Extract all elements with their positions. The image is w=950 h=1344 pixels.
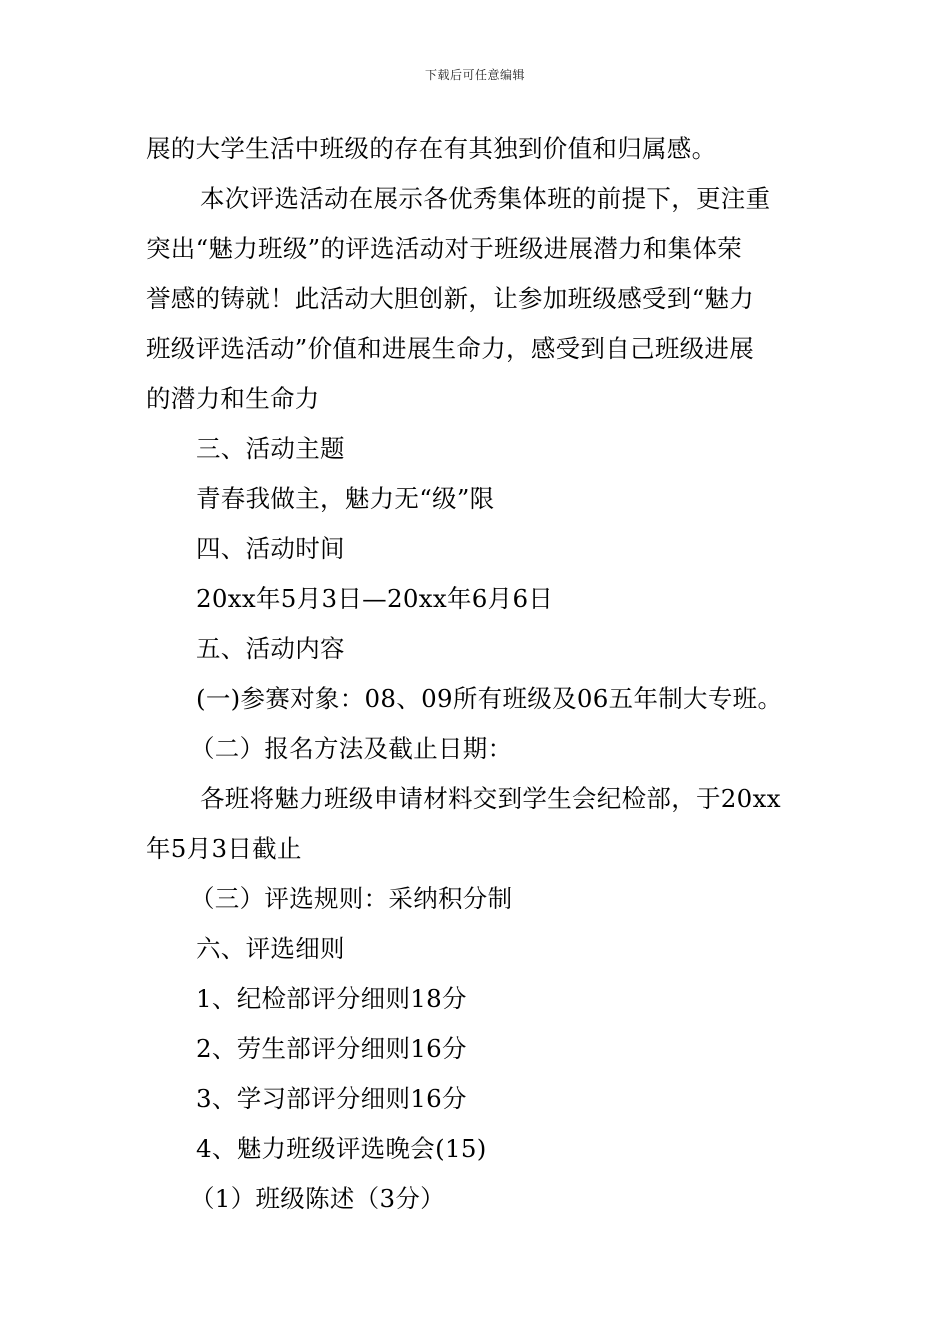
paragraph-line: 各班将魅力班级申请材料交到学生会纪检部，于20xx xyxy=(200,784,781,813)
list-item: 4、魅力班级评选晚会(15) xyxy=(196,1134,487,1163)
paragraph-line: 20xx年5月3日—20xx年6月6日 xyxy=(196,584,554,613)
page-header-note: 下载后可任意编辑 xyxy=(424,68,525,82)
paragraph-line: 突出“魅力班级”的评选活动对于班级进展潜力和集体荣 xyxy=(146,234,743,263)
subsection-heading: （二）报名方法及截止日期： xyxy=(190,734,513,763)
paragraph-line: 本次评选活动在展示各优秀集体班的前提下，更注重 xyxy=(200,184,771,213)
paragraph-line: 班级评选活动”价值和进展生命力，感受到自己班级进展 xyxy=(146,334,755,363)
list-item: 1、纪检部评分细则18分 xyxy=(196,984,467,1013)
paragraph-line: 誉感的铸就！此活动大胆创新，让参加班级感受到“魅力 xyxy=(146,284,755,313)
section-heading: 三、活动主题 xyxy=(196,434,345,463)
paragraph-line: 青春我做主，魅力无“级”限 xyxy=(196,484,495,513)
subsection-heading: （三）评选规则：采纳积分制 xyxy=(190,884,513,913)
paragraph-line: (一)参赛对象：08、09所有班级及06五年制大专班。 xyxy=(196,684,783,713)
list-item: 2、劳生部评分细则16分 xyxy=(196,1034,467,1063)
section-heading: 四、活动时间 xyxy=(196,534,345,563)
paragraph-line: 年5月3日截止 xyxy=(146,834,302,863)
paragraph-line: 的潜力和生命力 xyxy=(146,384,320,413)
list-item: （1）班级陈述（3分） xyxy=(190,1184,445,1213)
section-heading: 六、评选细则 xyxy=(196,934,345,963)
list-item: 3、学习部评分细则16分 xyxy=(196,1084,467,1113)
paragraph-line: 展的大学生活中班级的存在有其独到价值和归属感。 xyxy=(146,134,717,163)
section-heading: 五、活动内容 xyxy=(196,634,345,663)
document-body xyxy=(146,124,810,1224)
